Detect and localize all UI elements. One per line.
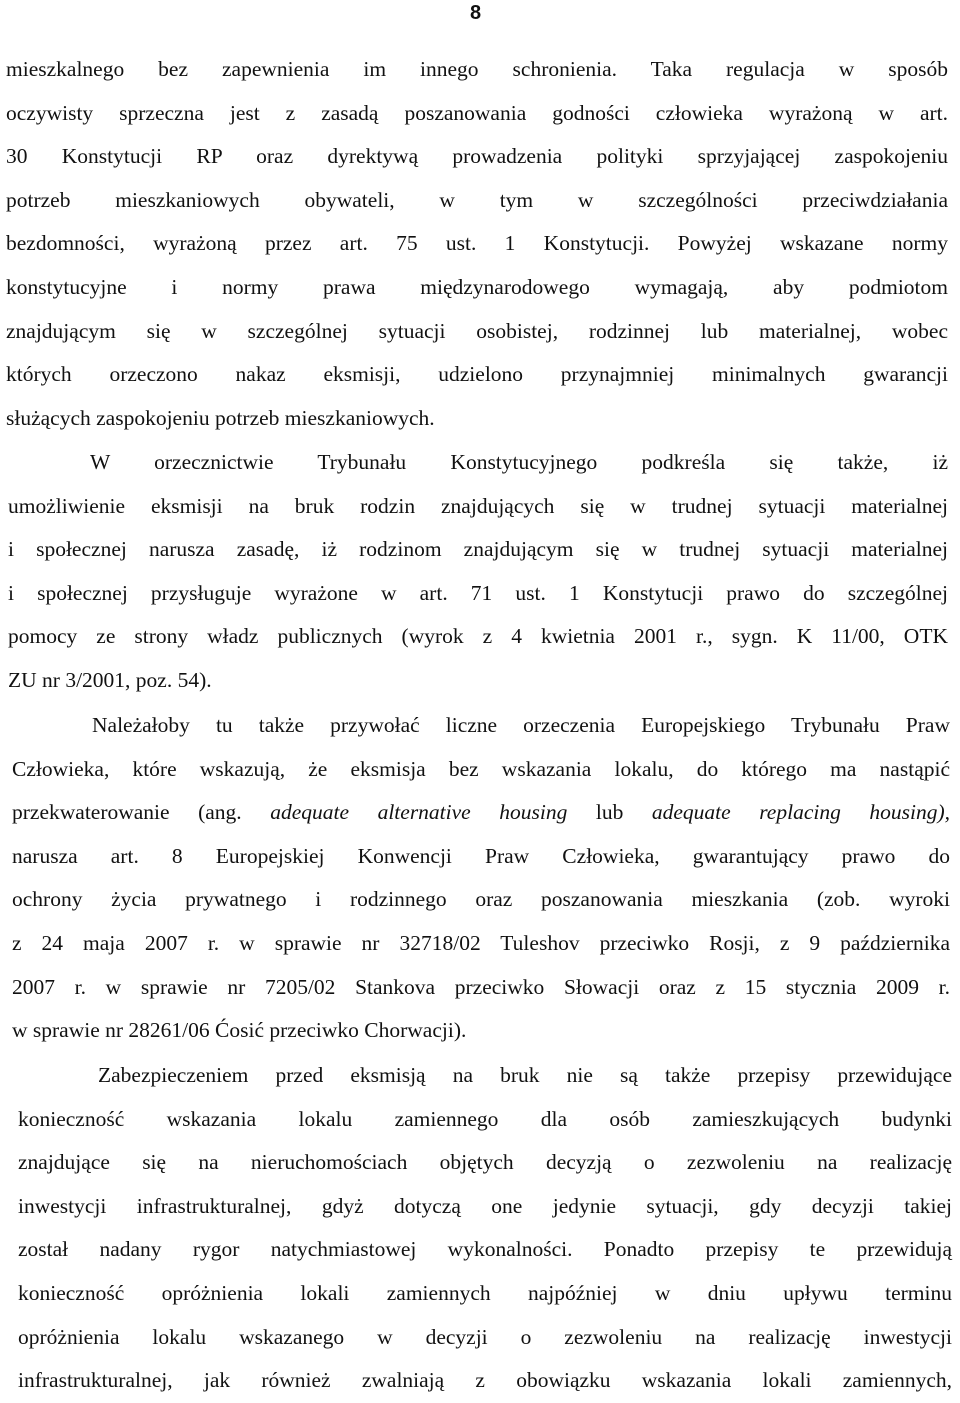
text-line: pomocy ze strony władz publicznych (wyrok z 4 kwietnia 2001 r., sygn. K 11/00, OTK: [8, 624, 948, 649]
text-line: bezdomności, wyrażoną przez art. 75 ust. 1 Konstytucji. Powyżej wskazane normy: [6, 231, 948, 256]
text-line: umożliwienie eksmisji na bruk rodzin znajdujących się w trudnej sytuacji materialnej: [8, 493, 948, 518]
text-line: znajdujące się na nieruchomościach objętych decyzją o zezwoleniu na realizację: [18, 1150, 952, 1175]
text-line: których orzeczono nakaz eksmisji, udzielono przynajmniej minimalnych gwarancji: [6, 362, 948, 387]
paragraph-2: [8, 441, 948, 703]
text-line: z 24 maja 2007 r. w sprawie nr 32718/02 Tuleshov przeciwko Rosji, z 9 października: [12, 930, 950, 955]
paragraph-3: [12, 704, 950, 1053]
text-line: 2007 r. w sprawie nr 7205/02 Stankova przeciwko Słowacji oraz z 15 stycznia 2009 r.: [12, 974, 950, 999]
text-line: opróżnienia lokalu wskazanego w decyzji o zezwoleniu na realizację inwestycji: [18, 1324, 952, 1349]
text-line: ZU nr 3/2001, poz. 54).: [8, 667, 212, 692]
text-line: W orzecznictwie Trybunału Konstytucyjnego podkreśla się także, iż: [90, 450, 948, 474]
text-line: Człowieka, które wskazują, że eksmisja bez wskazania lokalu, do którego ma nastąpić: [12, 756, 950, 781]
text-line: konstytucyjne i normy prawa międzynarodowego wymagają, aby podmiotom: [6, 274, 948, 299]
text-line: konieczność wskazania lokalu zamiennego dla osób zamieszkujących budynki: [18, 1106, 952, 1131]
paragraph-1: [6, 48, 948, 440]
text-line-with-italic: [12, 791, 950, 835]
text-line: narusza art. 8 Europejskiej Konwencji Praw Człowieka, gwarantujący prawo do: [12, 843, 950, 868]
text-line: Należałoby tu także przywołać liczne orzeczenia Europejskiego Trybunału Praw: [92, 713, 950, 737]
italic-term: adequate replacing housing),: [651, 800, 950, 825]
text-line: potrzeb mieszkaniowych obywateli, w tym w szczególności przeciwdziałania: [6, 187, 948, 212]
page-number: 8: [470, 2, 482, 24]
italic-term: adequate alternative housing: [270, 800, 568, 825]
text-line: inwestycji infrastrukturalnej, gdyż dotyczą one jedynie sytuacji, gdy decyzji takiej: [18, 1193, 952, 1218]
text-line: i społecznej narusza zasadę, iż rodzinom znajdującym się w trudnej sytuacji materialnej: [8, 537, 948, 562]
text-line: ochrony życia prywatnego i rodzinnego oraz poszanowania mieszkania (zob. wyroki: [12, 887, 950, 912]
text-line: w sprawie nr 28261/06 Ćosić przeciwko Chorwacji).: [12, 1018, 467, 1043]
text-run: lub: [567, 800, 652, 825]
text-line: służących zaspokojeniu potrzeb mieszkaniowych.: [6, 405, 435, 430]
text-line: mieszkalnego bez zapewnienia im innego schronienia. Taka regulacja w sposób: [6, 57, 948, 81]
text-line: znajdującym się w szczególnej sytuacji osobistej, rodzinnej lub materialnej, wobec: [6, 318, 948, 343]
text-line: i społecznej przysługuje wyrażone w art. 71 ust. 1 Konstytucji prawo do szczególnej: [8, 580, 948, 605]
text-line: 30 Konstytucji RP oraz dyrektywą prowadzenia polityki sprzyjającej zaspokojeniu: [6, 144, 948, 169]
text-line: infrastrukturalnej, jak również zwalniają z obowiązku wskazania lokali zamiennych,: [18, 1368, 952, 1393]
text-line: Zabezpieczeniem przed eksmisją na bruk nie są także przepisy przewidujące: [98, 1063, 952, 1087]
paragraph-4: [18, 1054, 952, 1403]
text-run: przekwaterowanie (ang.: [12, 800, 271, 825]
text-line: został nadany rygor natychmiastowej wykonalności. Ponadto przepisy te przewidują: [18, 1237, 952, 1262]
text-line: konieczność opróżnienia lokali zamiennych najpóźniej w dniu upływu terminu: [18, 1280, 952, 1305]
text-line: oczywisty sprzeczna jest z zasadą poszanowania godności człowieka wyrażoną w art.: [6, 100, 948, 125]
